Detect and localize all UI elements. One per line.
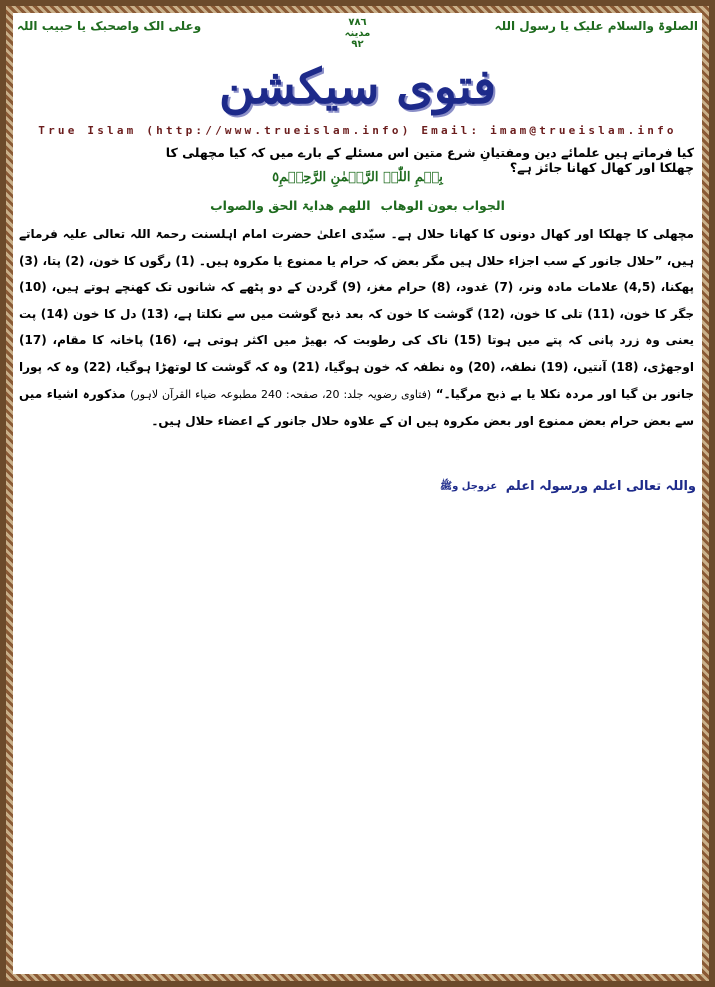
answer-conclusion: مذکورہ اشیاء میں سے بعض حرام بعض ممنوع اور بعض مکروہ ہیں ان کے علاوہ حلال جانور کے اعضاء حلال ہیں۔ (19, 386, 694, 429)
bismillah: بِسۡمِ اللّٰہِ الرَّحۡمٰنِ الرَّحِیۡمِ٥ (272, 170, 443, 185)
closing-text: واللہ تعالی اعلم ورسولہ اعلم (505, 479, 696, 494)
medina-mid: مدینہ (344, 28, 371, 39)
answer-heading-part2: اللھم ھدایۃ الحق والصواب (210, 198, 371, 213)
salutation-right: الصلوۃ والسلام علیک یا رسول اللہ (494, 19, 698, 33)
medina-bottom: ٩٢ (351, 39, 364, 50)
question-text: کیا فرماتے ہیں علمائے دین ومفتیانِ شرع متین اس مسئلے کے بارے میں کہ کیا مچھلی کا چھلکا اور کھال کھانا جائز ہے؟ (165, 145, 694, 175)
site-contact-line: True Islam (http://www.trueislam.info) Email: imam@trueislam.info (38, 124, 677, 137)
honorific-seal: عزوجل وﷺ (440, 480, 498, 492)
salutation-left: وعلی الک واصحبک یا حبیب اللہ (17, 19, 202, 33)
header-row (13, 17, 702, 57)
page-title: فتوی سیکشن (218, 59, 497, 115)
answer-heading-part1: الجواب بعون الوھاب (380, 198, 505, 213)
answer-reference: (فتاوی رضویہ جلد: 20، صفحہ: 240 مطبوعہ ضیاء القرآن لاہور) (130, 387, 432, 401)
medina-mark (345, 17, 371, 50)
page-content (13, 13, 702, 974)
answer-heading (13, 198, 702, 213)
answer-body (19, 221, 694, 435)
answer-text: مچھلی کا چھلکا اور کھال دونوں کا کھانا حلال ہے۔ سیّدی اعلیٰ حضرت امام اہلسنت رحمۃ اللہ تعالی علیہ فرماتے ہیں، ”حلال جانور کے سب اجزاء حلال ہیں مگر بعض کہ حرام یا ممنوع یا مکروہ ہیں۔ (1) رگوں کا خون، (2) پتا، (3) پھکنا، (4,5) علامات مادہ ونر، (7) غدود، (8) حرام مغز، (9) گردن کے دو پٹھے کہ شانوں تک کھنچے ہوتے ہیں، (10) جگر کا خون، (11) تلی کا خون، (12) گوشت کا خون کہ بعد ذبح گوشت میں سے نکلتا ہے، (13) دل کا خون (14) پت یعنی وہ زرد پانی کہ پتے میں ہوتا (15) ناک کی رطوبت کہ بھیڑ میں اکثر ہوتی ہے، (16) پاخانہ کا مقام، (17) اوجھڑی، (18) آنتیں، (19) نطفہ، (20) وہ نطفہ کہ خون ہوگیا، (21) وہ کہ گوشت کا لوتھڑا ہوگیا، (22) وہ کہ پورا جانور بن گیا اور مردہ نکلا یا بے ذبح مرگیا۔“ (19, 227, 695, 401)
closing-line (440, 479, 696, 494)
medina-top: ٧٨٦ (348, 17, 367, 28)
